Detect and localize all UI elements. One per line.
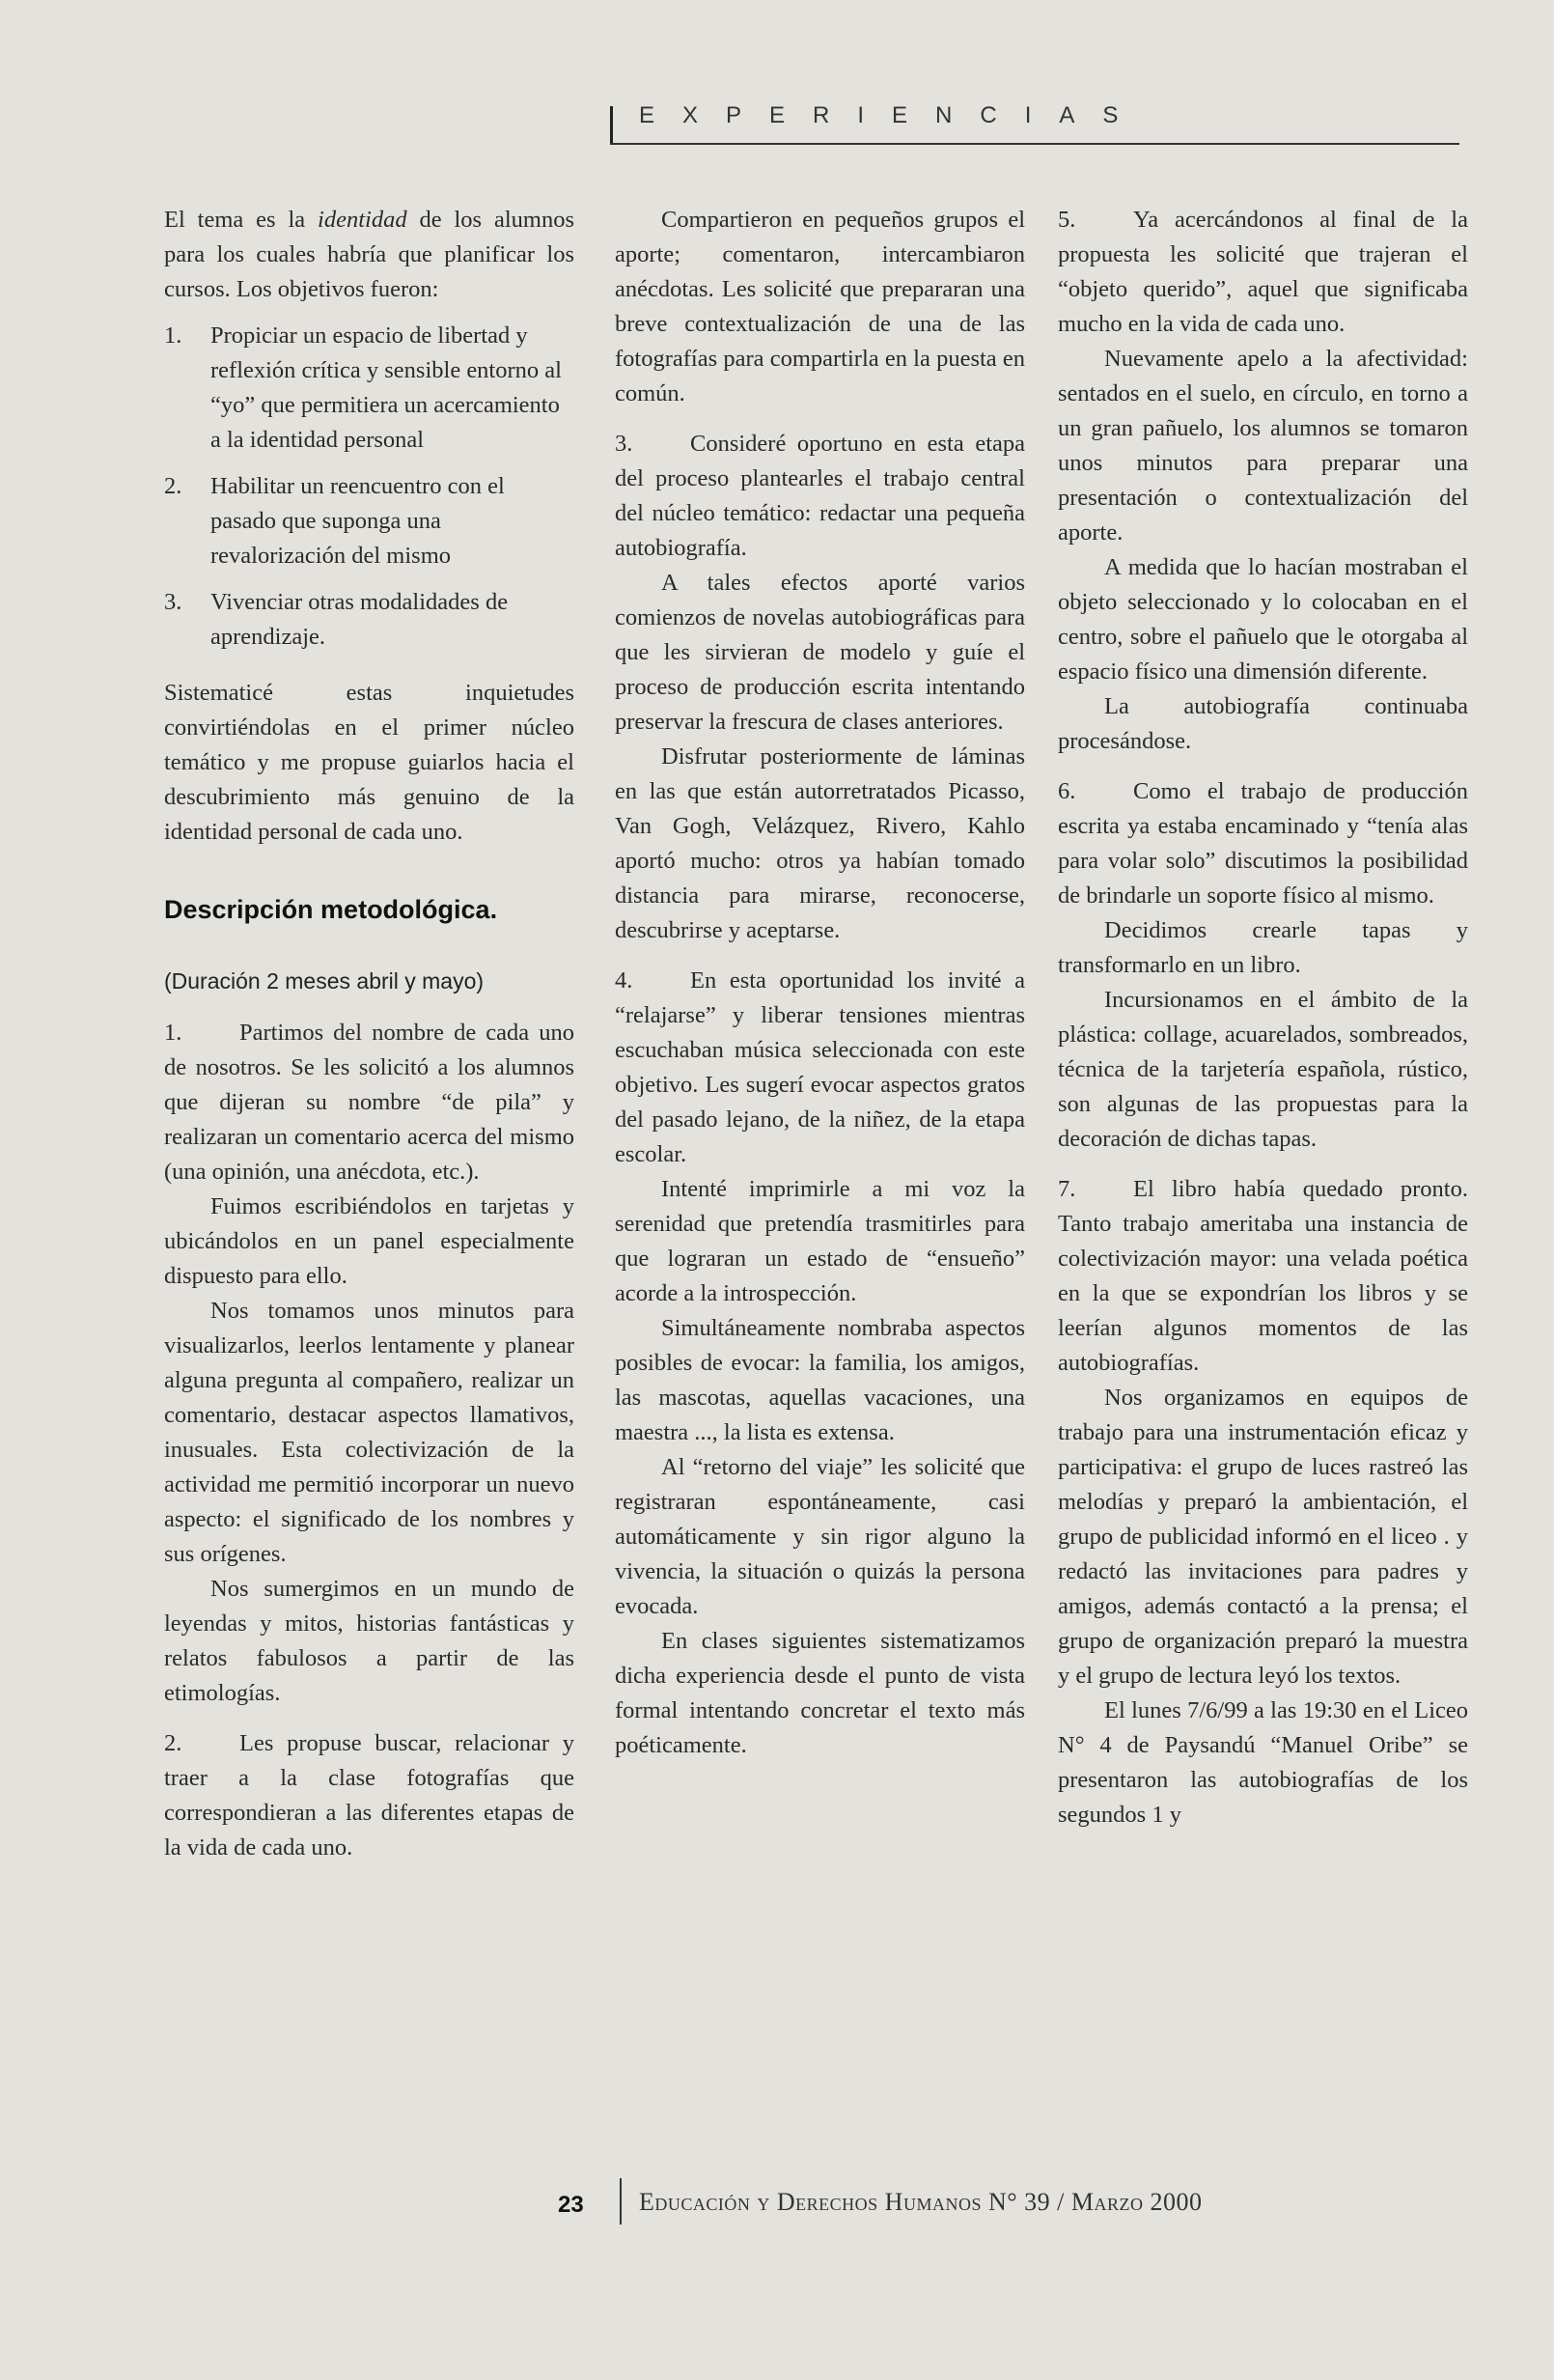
step-3-paragraph: 3. Consideré oportuno en esta etapa del proceso plantearles el trabajo central del núcleo temático: redactar una pequeña autobiografía. <box>615 431 1025 561</box>
objectives-list <box>164 319 574 655</box>
step-1-paragraph: 1. Partimos del nombre de cada uno de nosotros. Se les solicitó a los alumnos que dijeran su nombre “de pila” y realizaran un comentario acerca del mismo (una opinión, una anécdota, etc.). <box>164 1020 574 1185</box>
body-paragraph: Incursionamos en el ámbito de la plástica: collage, acuarelados, sombreados, técnica de la tarjetería española, rústico, son algunas de las propuestas para la decoración de dichas tapas. <box>1058 987 1468 1152</box>
body-paragraph: En clases siguientes sistematizamos dicha experiencia desde el punto de vista formal intentando concretar el texto más poéticamente. <box>615 1628 1025 1758</box>
column-2 <box>615 203 1025 1763</box>
column-3 <box>1058 203 1468 1833</box>
body-paragraph: Compartieron en pequeños grupos el aporte; comentaron, intercambiaron anécdotas. Les solicité que prepararan una breve contextualización de una de las fotografías para compartirla en la puesta en común. <box>615 207 1025 406</box>
body-paragraph: Disfrutar posteriormente de láminas en las que están autorretratados Picasso, Van Gogh, Velázquez, Rivero, Kahlo aportó mucho: otros ya habían tomado distancia para mirarse, reconocerse, descubrirse y aceptarse. <box>615 743 1025 943</box>
list-item: 3. Vivenciar otras modalidades de aprendizaje. <box>164 589 509 650</box>
body-paragraph: Al “retorno del viaje” les solicité que registraran espontáneamente, casi automáticamente y sin rigor alguno la vivencia, la situación o quizás la persona evocada. <box>615 1454 1025 1619</box>
step-5-paragraph: 5. Ya acercándonos al final de la propuesta les solicité que trajeran el “objeto querido”, aquel que significaba mucho en la vida de cada uno. <box>1058 207 1468 337</box>
section-label: EXPERIENCIAS <box>639 102 1147 128</box>
body-paragraph: Intenté imprimirle a mi voz la serenidad que pretendía trasmitirles para que lograran un estado de “ensueño” acorde a la introspección. <box>615 1176 1025 1306</box>
journal-title: Educación y Derechos Humanos N° 39 / Marzo 2000 <box>639 2188 1203 2216</box>
body-paragraph: Decidimos crearle tapas y transformarlo en un libro. <box>1058 917 1468 978</box>
page-number: 23 <box>558 2192 584 2218</box>
body-paragraph: A tales efectos aporté varios comienzos de novelas autobiográficas para que les sirvieran de modelo y guíe el proceso de producción escrita intentando preservar la frescura de clases anteriores. <box>615 570 1025 735</box>
step-2-paragraph: 2. Les propuse buscar, relacionar y traer a la clase fotografías que correspondieran a las diferentes etapas de la vida de cada uno. <box>164 1730 574 1861</box>
duration-note: (Duración 2 meses abril y mayo) <box>164 968 485 994</box>
body-paragraph: Sistematicé estas inquietudes convirtiéndolas en el primer núcleo temático y me propuse guiarlos hacia el descubrimiento más genuino de la identidad personal de cada uno. <box>164 680 574 845</box>
body-paragraph: El lunes 7/6/99 a las 19:30 en el Liceo N° 4 de Paysandú “Manuel Oribe” se presentaron las autobiografías de los segundos 1 y <box>1058 1697 1468 1828</box>
body-paragraph: La autobiografía continuaba procesándose. <box>1058 693 1468 754</box>
body-paragraph: Nos tomamos unos minutos para visualizarlos, leerlos lentamente y planear alguna pregunta al compañero, realizar un comentario, destacar aspectos llamativos, inusuales. Esta colectivización de la actividad me permitió incorporar un nuevo aspecto: el significado de los nombres y sus orígenes. <box>164 1298 574 1567</box>
column-1 <box>164 203 574 1865</box>
body-paragraph: Nuevamente apelo a la afectividad: sentados en el suelo, en círculo, en torno a un gran pañuelo, los alumnos se tomaron unos minutos para preparar una presentación o contextualización del aporte. <box>1058 346 1468 546</box>
section-heading: Descripción metodológica. <box>164 895 498 924</box>
body-paragraph: Fuimos escribiéndolos en tarjetas y ubicándolos en un panel especialmente dispuesto para ello. <box>164 1193 574 1289</box>
page-header <box>610 97 1459 145</box>
body-paragraph: Simultáneamente nombraba aspectos posibles de evocar: la familia, los amigos, las mascotas, aquellas vacaciones, una maestra ..., la lista es extensa. <box>615 1315 1025 1445</box>
header-bar <box>610 106 613 143</box>
body-paragraph: A medida que lo hacían mostraban el objeto seleccionado y lo colocaban en el centro, sobre el pañuelo que le otorgaba al espacio físico una dimensión diferente. <box>1058 554 1468 685</box>
step-7-paragraph: 7. El libro había quedado pronto. Tanto trabajo ameritaba una instancia de colectivización mayor: una velada poética en la que se expondrían los libros y se leerían algunos momentos de las autobiografías. <box>1058 1176 1468 1376</box>
footer-divider <box>620 2178 622 2225</box>
list-item: 2. Habilitar un reencuentro con el pasado que suponga una revalorización del mismo <box>164 473 505 569</box>
step-4-paragraph: 4. En esta oportunidad los invité a “relajarse” y liberar tensiones mientras escuchaban música seleccionada con este objetivo. Les sugerí evocar aspectos gratos del pasado lejano, de la niñez, de la etapa escolar. <box>615 967 1025 1167</box>
list-item: 1. Propiciar un espacio de libertad y reflexión crítica y sensible entorno al “yo” que permitiera un acercamiento a la identidad personal <box>164 322 562 453</box>
body-paragraph: Nos organizamos en equipos de trabajo para una instrumentación eficaz y participativa: el grupo de luces rastreó las melodías y preparó la ambientación, el grupo de publicidad informó en el liceo . y redactó las invitaciones para padres y amigos, además contactó a la prensa; el grupo de organización preparó la muestra y el grupo de lectura leyó los textos. <box>1058 1385 1468 1689</box>
body-paragraph: Nos sumergimos en un mundo de leyendas y mitos, historias fantásticas y relatos fabulosos a partir de las etimologías. <box>164 1576 574 1706</box>
page-footer <box>0 2178 1554 2226</box>
step-6-paragraph: 6. Como el trabajo de producción escrita ya estaba encaminado y “tenía alas para volar solo” discutimos la posibilidad de brindarle un soporte físico al mismo. <box>1058 778 1468 909</box>
intro-paragraph: El tema es la identidad de los alumnos para los cuales habría que planificar los cursos. Los objetivos fueron: <box>164 207 574 302</box>
